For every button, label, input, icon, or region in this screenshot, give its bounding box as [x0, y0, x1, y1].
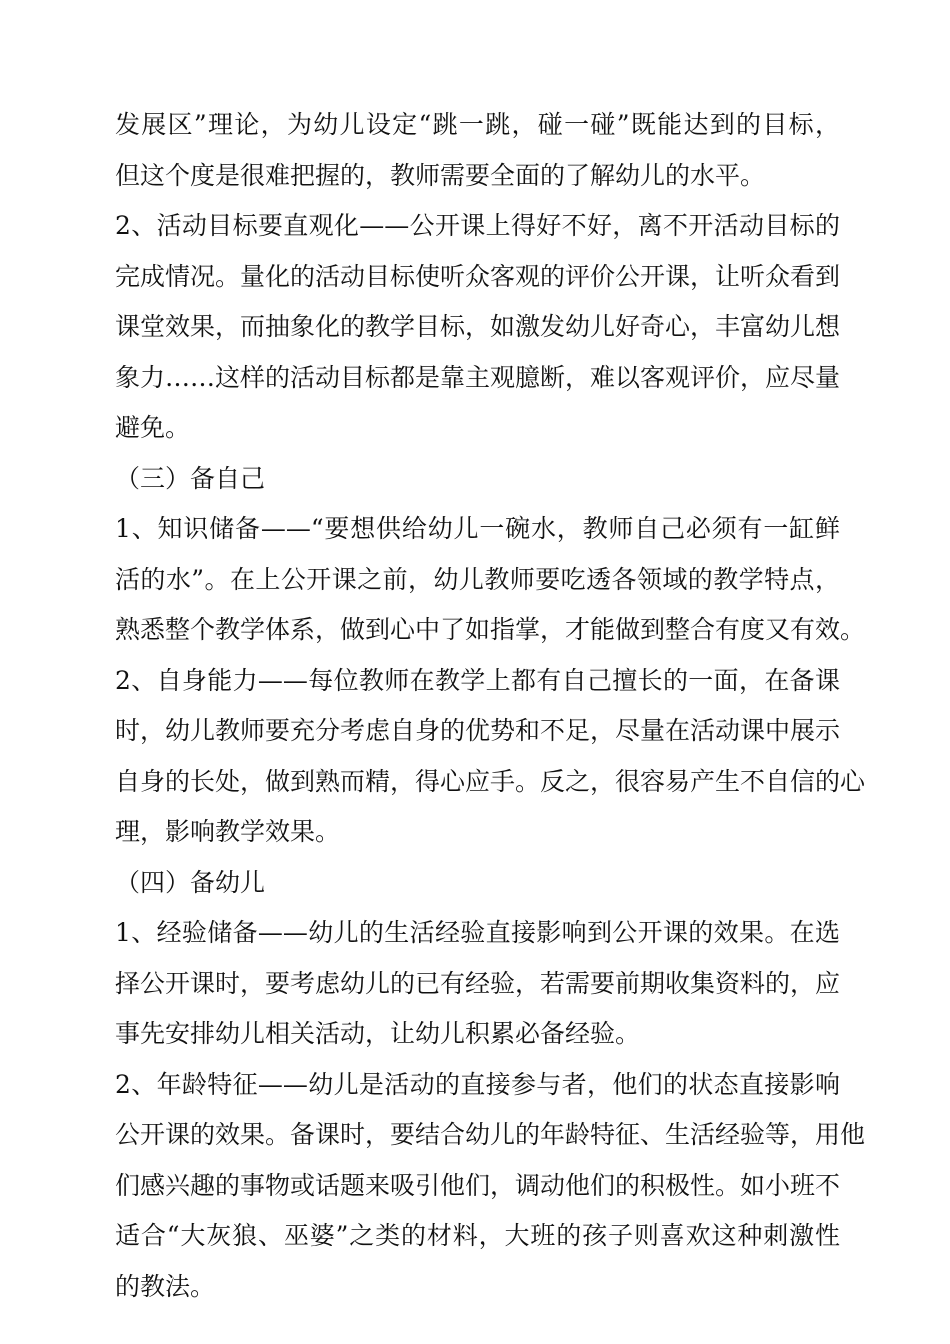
text-line: 择公开课时，要考虑幼儿的已有经验，若需要前期收集资料的，应: [115, 968, 841, 998]
document-body: [115, 100, 866, 1312]
section-heading: （三）备自己: [115, 463, 266, 493]
text-line: 1、知识储备——“要想供给幼儿一碗水，教师自己必须有一缸鲜: [115, 514, 840, 543]
text-line: 时，幼儿教师要充分考虑自身的优势和不足，尽量在活动课中展示: [115, 716, 841, 745]
text-line: 发展区”理论，为幼儿设定“跳一跳，碰一碰”既能达到的目标，: [115, 110, 840, 139]
section-heading: （四）备幼儿: [115, 867, 266, 897]
text-line: 们感兴趣的事物或话题来吸引他们，调动他们的积极性。如小班不: [115, 1170, 841, 1200]
text-line: 避免。: [115, 413, 191, 442]
text-line: 完成情况。量化的活动目标使听众客观的评价公开课，让听众看到: [115, 261, 841, 291]
text-line: 但这个度是很难把握的，教师需要全面的了解幼儿的水平。: [115, 160, 766, 190]
text-line: 的教法。: [115, 1271, 216, 1301]
text-line: 事先安排幼儿相关活动，让幼儿积累必备经验。: [115, 1019, 641, 1048]
text-line: 1、经验储备——幼儿的生活经验直接影响到公开课的效果。在选: [115, 918, 840, 947]
text-line: 熟悉整个教学体系，做到心中了如指掌，才能做到整合有度又有效。: [115, 615, 866, 644]
text-line: 2、活动目标要直观化——公开课上得好不好，离不开活动目标的: [115, 211, 840, 240]
text-line: 象力……这样的活动目标都是靠主观臆断，难以客观评价，应尽量: [115, 362, 841, 392]
text-line: 适合“大灰狼、巫婆”之类的材料，大班的孩子则喜欢这种刺激性: [115, 1221, 840, 1250]
text-line: 自身的长处，做到熟而精，得心应手。反之，很容易产生不自信的心: [115, 766, 866, 796]
text-line: 理，影响教学效果。: [115, 817, 341, 846]
text-line: 活的水”。在上公开课之前，幼儿教师要吃透各领域的教学特点，: [115, 564, 840, 594]
text-line: 课堂效果，而抽象化的教学目标，如激发幼儿好奇心，丰富幼儿想: [115, 312, 841, 341]
text-line: 2、年龄特征——幼儿是活动的直接参与者，他们的状态直接影响: [115, 1069, 840, 1099]
text-line: 公开课的效果。备课时，要结合幼儿的年龄特征、生活经验等，用他: [115, 1120, 866, 1149]
text-line: 2、自身能力——每位教师在教学上都有自己擅长的一面，在备课: [115, 665, 840, 695]
